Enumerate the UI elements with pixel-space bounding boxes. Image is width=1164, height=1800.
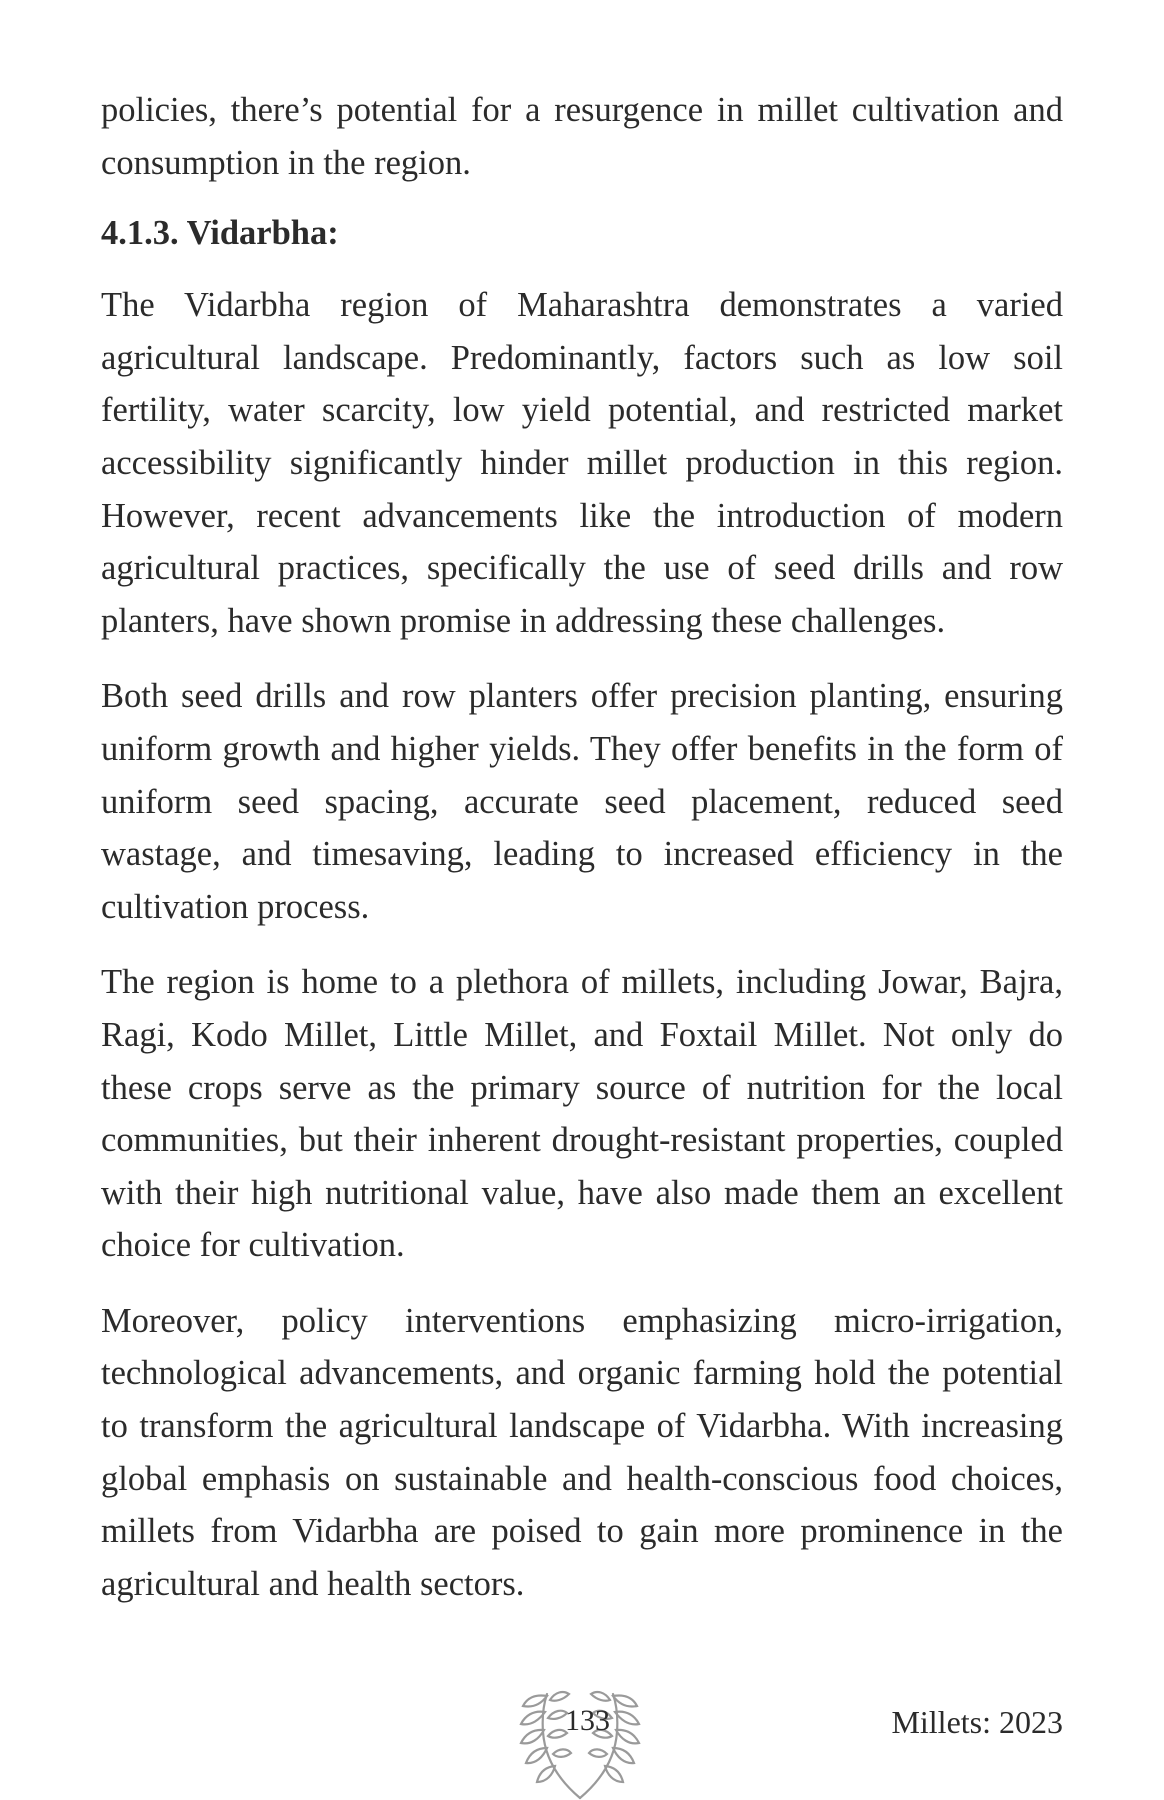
paragraph-seed-drills: Both seed drills and row planters offer precision planting, ensuring uniform growth and higher yields. They offer benefits in the form of uniform seed spacing, accurate seed placement, reduced seed wastage, and timesaving, leading to increased efficiency in the cultivation process. [101,677,1063,926]
paragraph-intro-continuation: policies, there’s potential for a resurgence in millet cultivation and consumption in the region. [101,91,1063,182]
page-content [101,84,1063,1610]
paragraph-millet-varieties: The region is home to a plethora of millets, including Jowar, Bajra, Ragi, Kodo Millet, Little Millet, and Foxtail Millet. Not only do these crops serve as the primary source of nutrition for the local communities, but their inherent drought-resistant properties, coupled with their high nutritional value, have also made them an excellent choice for cultivation. [101,963,1063,1265]
running-footer-title: Millets: 2023 [891,1704,1063,1740]
section-heading: 4.1.3. Vidarbha: [101,214,339,253]
page-number: 133 [565,1704,610,1737]
paragraph-policy-interventions: Moreover, policy interventions emphasizing micro-irrigation, technological advancements, and organic farming hold the potential to transform the agricultural landscape of Vidarbha. With increasing global emphasis on sustainable and health-conscious food choices, millets from Vidarbha are poised to gain more prominence in the agricultural and health sectors. [101,1301,1063,1603]
paragraph-vidarbha-landscape: The Vidarbha region of Maharashtra demonstrates a varied agricultural landscape. Predominantly, factors such as low soil fertility, water scarcity, low yield potential, and restricted market accessibility significantly hinder millet production in this region. However, recent advancements like the introduction of modern agricultural practices, specifically the use of seed drills and row planters, have shown promise in addressing these challenges. [101,286,1063,640]
wheat-wreath-icon [503,1682,657,1800]
